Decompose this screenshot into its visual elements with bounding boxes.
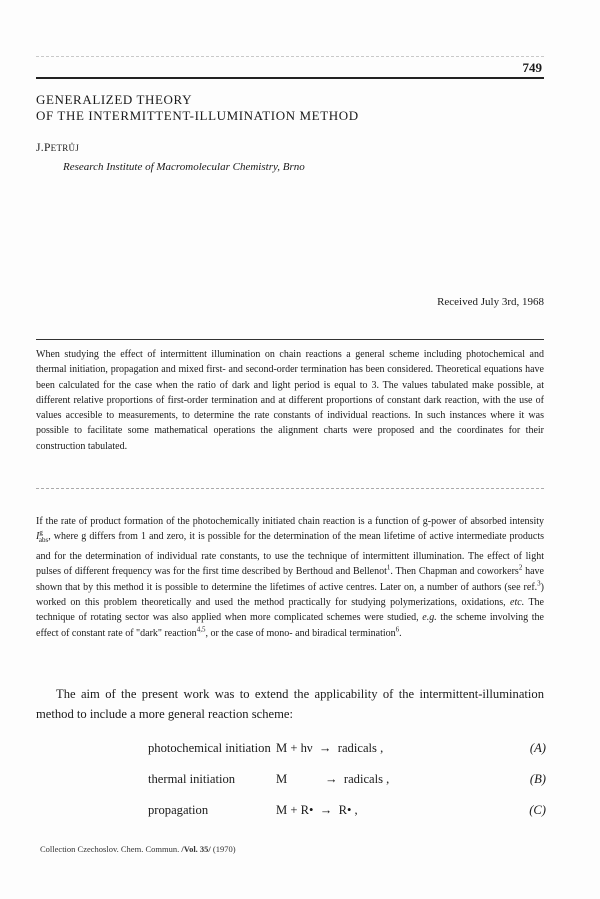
reaction-equation: M + hν → radicals , [276,741,384,755]
intro-text: have shown that by this method it is possible to determine the lifetimes of active centres. Later on, a number of authors (see ref. [36,566,544,593]
journal-volume: /Vol. 35/ [181,844,211,854]
intensity-symbol: I [36,531,40,543]
aim-text: The aim of the present work was to extend the applicability of the intermittent-illumination method to include a more general reaction scheme: [36,687,544,721]
title-line-1: GENERALIZED THEORY [36,92,193,107]
reaction-row [148,741,546,761]
intensity-exponent: g [39,529,43,538]
intro-text: ) worked on this problem theoretically and used the method practically for studying polymerizations, oxidations, [36,581,544,609]
affiliation: Research Institute of Macromolecular Chemistry, Brno [63,161,305,173]
abstract: When studying the effect of intermittent illumination on chain reactions a general scheme including photochemical and thermal initiation, propagation and mixed first- and second-order termination has been considered. Theoretical equations have been calculated for the case when the ratio of dark and light period is equal to 3. The values tabulated make possible, at different relative proportions of first-order termination and at different proportions of constant dark reaction, with the use of values accesible to measurements, to determine the rate constants of individual reactions. In such instances where it was possible to facilitate some mathematical operations the alignment charts were proposed and the coordinates for their construction tabulated. [36,349,544,452]
reaction-equation: M → radicals , [276,772,390,786]
author-initial: J. [36,142,44,154]
author-surname-rest: ETRŮJ [50,143,80,153]
reaction-equation: M + R• → R• , [276,803,358,817]
reaction-label: photochemical initiation [148,741,271,755]
header-rule [36,77,544,79]
journal-name: Collection Czechoslov. Chem. Commun. [40,844,182,854]
etc-italic: etc. [510,597,525,609]
reference-6: 6 [395,625,400,634]
intro-text: , where g differs from 1 and zero, it is possible for the determination of the mean lifetime of active intermediate products and for the determination of individual rate constants, to use the technique of intermittent illumination. The effect of light pulses of different frequency was for the first time described by Berthoud and Bellenot [36,531,544,578]
intro-text: . [399,627,402,639]
abstract-top-rule [36,339,544,340]
reaction-tag: (C) [529,803,546,817]
page-number: 749 [522,60,542,75]
eg-italic: e.g. [422,612,437,624]
reference-1: 1 [386,563,391,572]
reaction-tag: (B) [529,772,546,786]
reaction-label: thermal initiation [148,772,236,786]
intro-text: If the rate of product formation of the photochemically initiated chain reaction is a function of g-power of absorbed intensity [36,516,544,527]
author [36,142,79,154]
scan-artifact-line [36,56,544,57]
aim-paragraph [36,685,544,724]
intro-text: . Then Chapman and coworkers [390,566,519,578]
title-line-2: OF THE INTERMITTENT-ILLUMINATION METHOD [36,108,359,123]
author-surname-first: P [43,142,51,154]
abstract-bottom-rule [36,488,544,489]
reaction-row [148,803,546,823]
intro-text: The technique of rotating sector was also applied when more complicated schemes were studied, [36,597,544,624]
article-title [36,92,359,124]
received-date: Received July 3rd, 1968 [437,296,544,308]
reference-3: 3 [537,579,541,588]
reaction-row [148,772,546,792]
reference-4-5: 4,5 [196,625,206,634]
reaction-label: propagation [148,803,209,817]
intensity-subscript: abs [38,536,49,545]
reference-2: 2 [518,563,523,572]
journal-year: (1970) [210,844,236,854]
journal-footer [40,844,236,854]
intro-text: , or the case of mono- and biradical termination [205,627,396,639]
intro-text: the scheme involving the effect of constant rate of "dark" reaction [36,612,544,639]
intro-paragraph [36,514,544,641]
reaction-tag: (A) [529,741,546,755]
